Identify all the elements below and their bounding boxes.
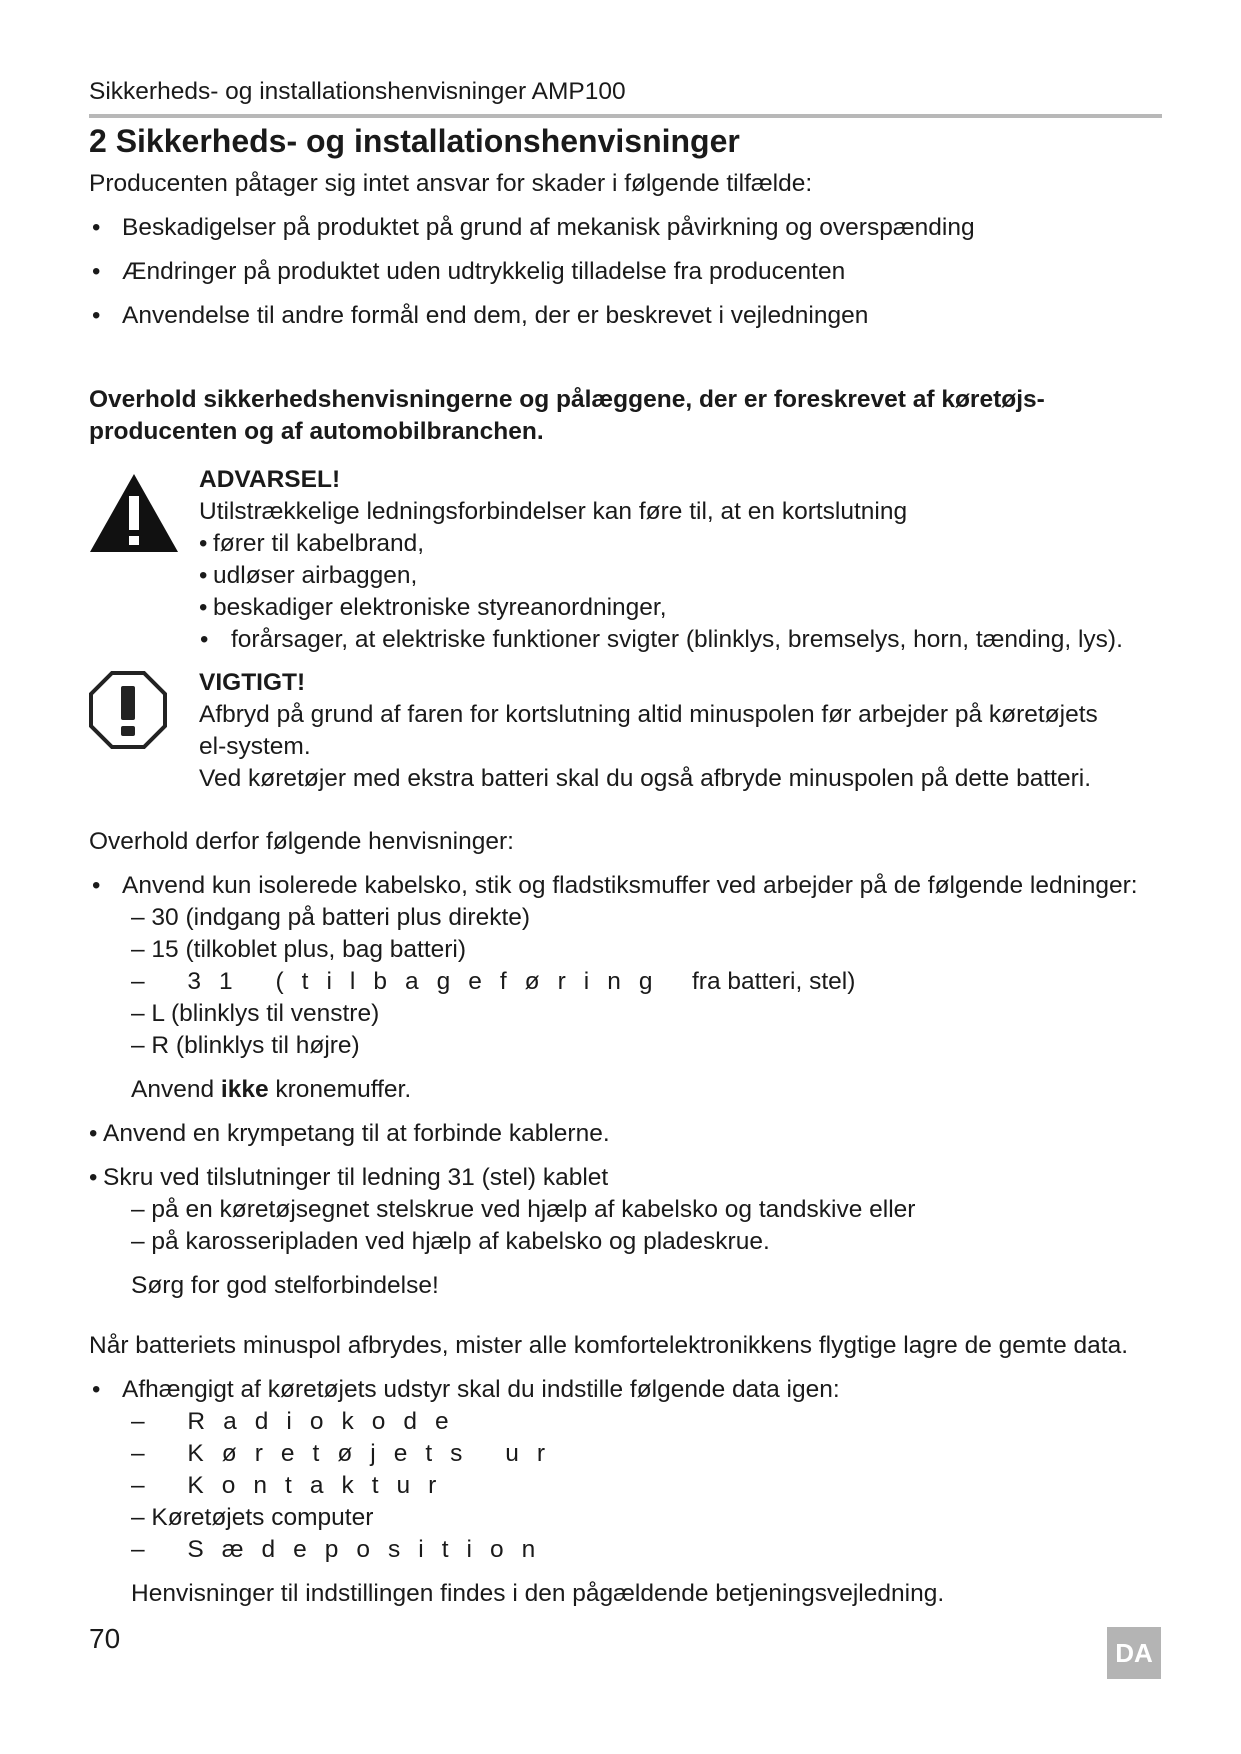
- important-line: Afbryd på grund af faren for kortslutning altid minuspolen før arbejder på køretøjets: [199, 701, 1098, 728]
- sub-item: – Sædeposition: [131, 1536, 554, 1563]
- list-item: Afhængigt af køretøjets udstyr skal du indstille følgende data igen:: [122, 1376, 840, 1403]
- cable-note-post: kronemuffer.: [268, 1076, 412, 1103]
- important-line: Ved køretøjer med ekstra batteri skal du også afbryde minuspolen på dette batteri.: [199, 765, 1092, 792]
- list-item: Anvendelse til andre formål end dem, der er beskrevet i vejledningen: [122, 302, 869, 329]
- list-item: Anvend kun isolerede kabelsko, stik og fladstiksmuffer ved arbejder på de følgende ledninger:: [122, 872, 1138, 899]
- sub-item: – Radiokode: [131, 1408, 467, 1435]
- list-item: Skru ved tilslutninger til ledning 31 (stel) kablet: [103, 1164, 609, 1191]
- bullet-icon: •: [92, 1376, 101, 1403]
- running-header: Sikkerheds- og installationshenvisninger AMP100: [89, 78, 626, 105]
- ground-note: Sørg for god stelforbindelse!: [131, 1272, 439, 1299]
- sub-item: – 30 (indgang på batteri plus direkte): [131, 904, 531, 931]
- warning-label: ADVARSEL!: [199, 466, 341, 493]
- sub-item: – Kontaktur: [131, 1472, 455, 1499]
- sub-item: – 15 (tilkoblet plus, bag batteri): [131, 936, 467, 963]
- cable-note-emphasis: ikke: [220, 1076, 269, 1103]
- bold-notice-line: producenten og af automobilbranchen.: [89, 418, 544, 445]
- cable-note-pre: Anvend: [131, 1076, 221, 1103]
- section-title: 2 Sikkerheds- og installationshenvisninger: [89, 123, 740, 159]
- bullet-icon: •: [199, 562, 208, 589]
- sub-item: – på en køretøjsegnet stelskrue ved hjælp af kabelsko og tandskive eller: [131, 1196, 916, 1223]
- warning-item: beskadiger elektroniske styreanordninger,: [213, 594, 667, 621]
- bold-notice-line: Overhold sikkerhedshenvisningerne og pålæggene, der er foreskrevet af køretøjs-: [89, 386, 1045, 413]
- sub-item: – på karosseripladen ved hjælp af kabelsko og pladeskrue.: [131, 1228, 770, 1255]
- bullet-icon: •: [200, 626, 209, 653]
- sub-item: – 31 (tilbageføring: [131, 968, 671, 995]
- page-number: 70: [89, 1623, 121, 1654]
- warning-item: fører til kabelbrand,: [213, 530, 425, 557]
- important-label: VIGTIGT!: [199, 669, 306, 696]
- battery-note: Når batteriets minuspol afbrydes, mister alle komfortelektronikkens flygtige lagre de gemte data.: [89, 1332, 1129, 1359]
- bullet-icon: •: [92, 302, 101, 329]
- intro-text: Producenten påtager sig intet ansvar for skader i følgende tilfælde:: [89, 170, 813, 197]
- data-note: Henvisninger til indstillingen findes i den pågældende betjeningsvejledning.: [131, 1580, 945, 1607]
- bullet-icon: •: [199, 530, 208, 557]
- language-badge: DA: [1107, 1627, 1161, 1679]
- follow-text: Overhold derfor følgende henvisninger:: [89, 828, 514, 855]
- header-rule: [89, 114, 1162, 118]
- important-octagon-icon: [88, 670, 168, 750]
- bullet-icon: •: [92, 872, 101, 899]
- bullet-icon: •: [92, 214, 101, 241]
- sub-item: – Køretøjets ur: [131, 1440, 564, 1467]
- warning-intro: Utilstrækkelige ledningsforbindelser kan føre til, at en kortslutning: [199, 498, 908, 525]
- bullet-icon: •: [89, 1120, 98, 1147]
- sub-item-continued: fra batteri, stel): [692, 968, 856, 995]
- warning-item: forårsager, at elektriske funktioner svigter (blinklys, bremselys, horn, tænding, lys).: [231, 626, 1123, 653]
- bullet-icon: •: [89, 1164, 98, 1191]
- list-item: Ændringer på produktet uden udtrykkelig tilladelse fra producenten: [122, 258, 846, 285]
- list-item: Anvend en krympetang til at forbinde kablerne.: [103, 1120, 610, 1147]
- important-line: el-system.: [199, 733, 311, 760]
- cable-note: [131, 1074, 411, 1106]
- sub-item: – R (blinklys til højre): [131, 1032, 360, 1059]
- list-item: Beskadigelser på produktet på grund af mekanisk påvirkning og overspænding: [122, 214, 975, 241]
- warning-triangle-icon: [88, 472, 180, 554]
- sub-item: – L (blinklys til venstre): [131, 1000, 380, 1027]
- bullet-icon: •: [92, 258, 101, 285]
- sub-item: – Køretøjets computer: [131, 1504, 374, 1531]
- bullet-icon: •: [199, 594, 208, 621]
- warning-item: udløser airbaggen,: [213, 562, 418, 589]
